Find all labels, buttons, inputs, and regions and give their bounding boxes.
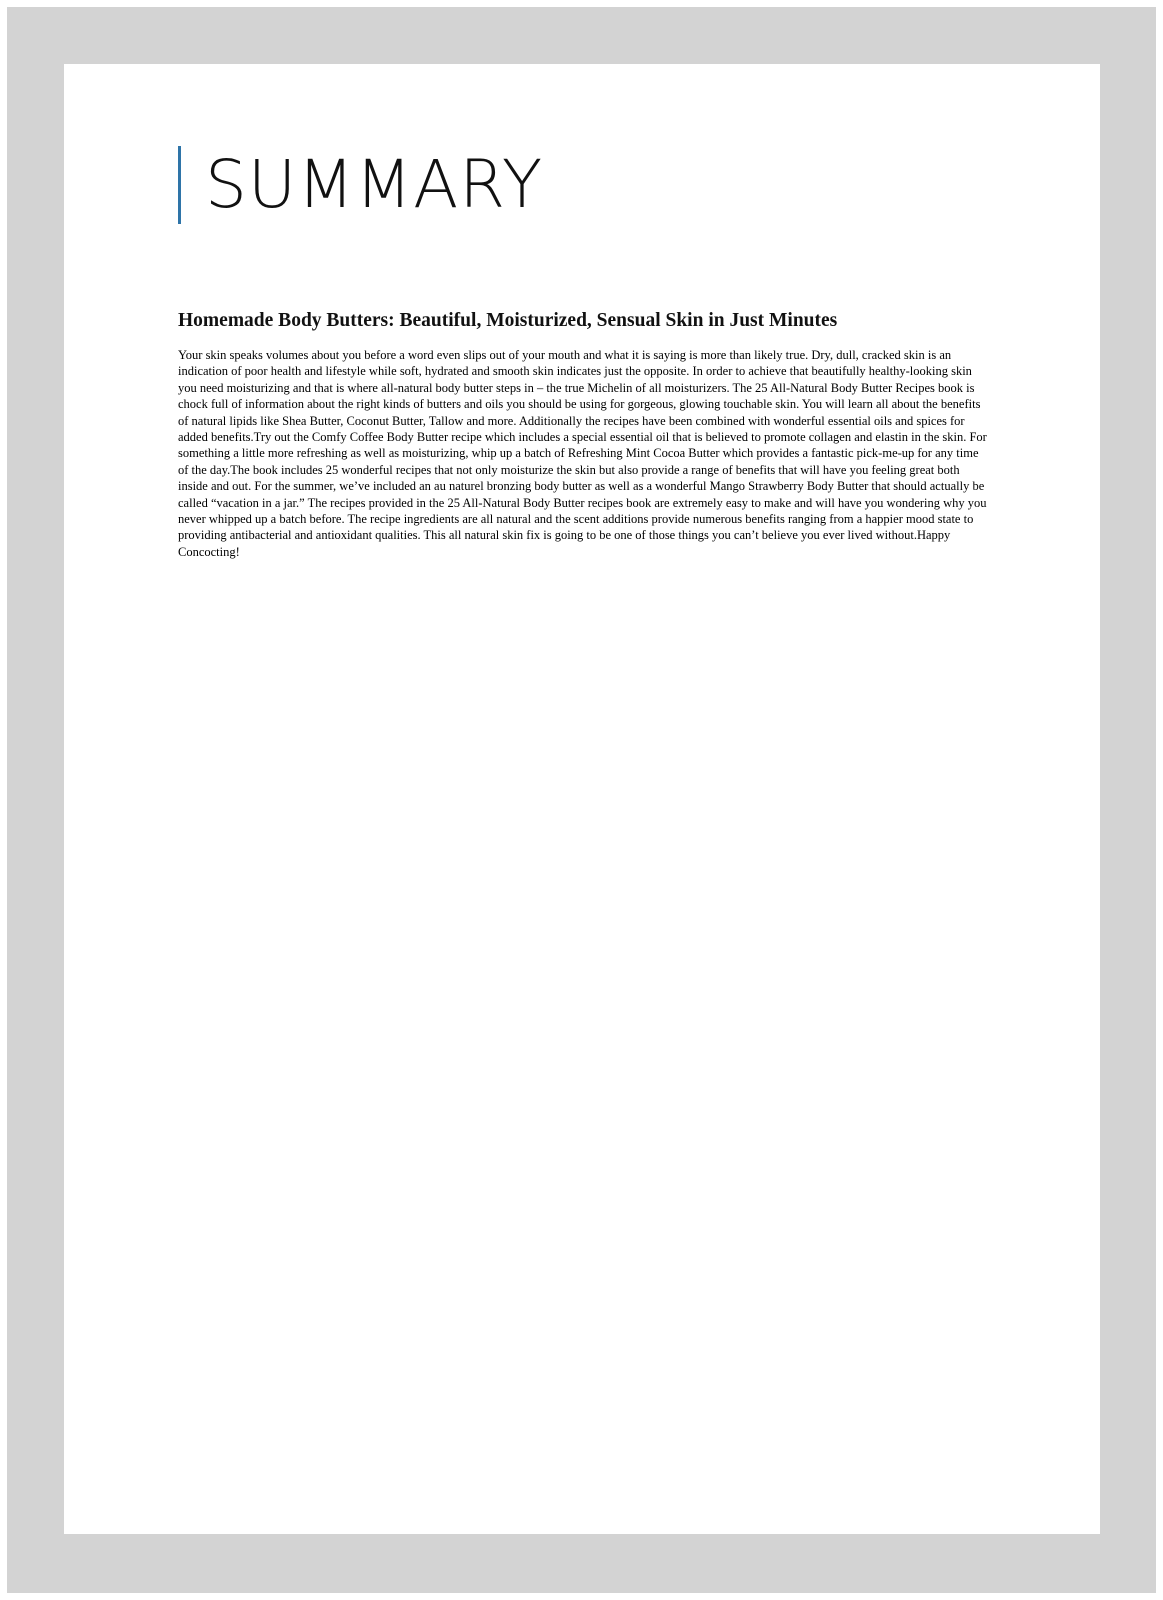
document-viewer-frame: [7, 7, 1156, 1593]
document-page: [64, 64, 1100, 1534]
page-title: SUMMARY: [205, 146, 544, 223]
title-block: [178, 146, 543, 224]
book-heading: Homemade Body Butters: Beautiful, Moisturized, Sensual Skin in Just Minutes: [178, 310, 838, 331]
summary-content: [178, 309, 990, 560]
summary-paragraph: Your skin speaks volumes about you before a word even slips out of your mouth and what it is saying is more than likely true. Dry, dull, cracked skin is an indication of poor health and lifestyle while soft, hydrated and smooth skin indicates just the opposite. In order to achieve that beautifully healthy-looking skin you need moisturizing and that is where all-natural body butter steps in – the true Michelin of all moisturizers. The 25 All-Natural Body Butter Recipes book is chock full of information about the right kinds of butters and oils you should be using for gorgeous, glowing touchable skin. You will learn all about the benefits of natural lipids like Shea Butter, Coconut Butter, Tallow and more. Additionally the recipes have been combined with wonderful essential oils and spices for added benefits.Try out the Comfy Coffee Body Butter recipe which includes a special essential oil that is believed to promote collagen and elastin in the skin. For something a little more refreshing as well as moisturizing, whip up a batch of Refreshing Mint Cocoa Butter which provides a fantastic pick-me-up for any time of the day.The book includes 25 wonderful recipes that not only moisturize the skin but also provide a range of benefits that will have you feeling great both inside and out. For the summer, we’ve included an au naturel bronzing body butter as well as a wonderful Mango Strawberry Body Butter that should actually be called “vacation in a jar.” The recipes provided in the 25 All-Natural Body Butter recipes book are extremely easy to make and will have you wondering why you never whipped up a batch before. The recipe ingredients are all natural and the scent additions provide numerous benefits ranging from a happier mood state to providing antibacterial and antioxidant qualities. This all natural skin fix is going to be one of those things you can’t believe you ever lived without.Happy Concocting!: [178, 348, 987, 559]
